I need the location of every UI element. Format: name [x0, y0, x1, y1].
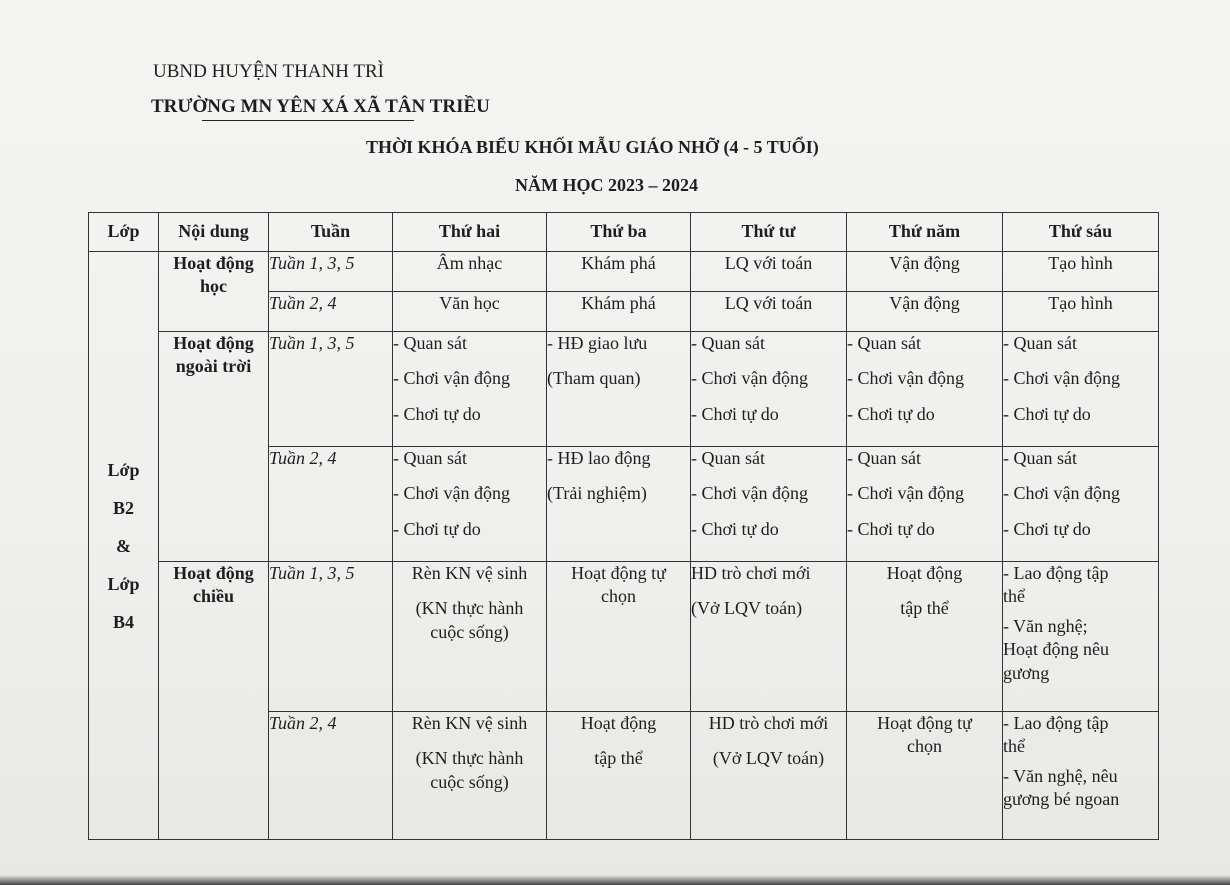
- col-thu-nam: Thứ năm: [847, 213, 1003, 252]
- hoc-thu-hai: Văn học: [393, 292, 547, 332]
- ngoai-thu-nam: - Quan sát - Chơi vận động - Chơi tự do: [847, 332, 1003, 447]
- tuan-label: Tuần 2, 4: [269, 712, 393, 840]
- school-name: TRƯỜNG MN YÊN XÁ XÃ TÂN TRIỀU: [151, 96, 490, 117]
- col-lop: Lớp: [89, 213, 159, 252]
- col-thu-sau: Thứ sáu: [1003, 213, 1159, 252]
- chieu-thu-tu: HD trò chơi mới (Vở LQV toán): [691, 712, 847, 840]
- hoc-thu-ba: Khám phá: [547, 292, 691, 332]
- noi-dung-ngoai-troi: Hoạt động ngoài trời: [159, 332, 269, 562]
- chieu-thu-nam: Hoạt động tự chọn: [847, 712, 1003, 840]
- ngoai-thu-hai: - Quan sát - Chơi vận động - Chơi tự do: [393, 332, 547, 447]
- tuan-label: Tuần 2, 4: [269, 292, 393, 332]
- hoc-thu-sau: Tạo hình: [1003, 292, 1159, 332]
- school-underline: [202, 120, 414, 121]
- ngoai-thu-sau: - Quan sát - Chơi vận động - Chơi tự do: [1003, 332, 1159, 447]
- chieu-thu-hai: Rèn KN vệ sinh (KN thực hành cuộc sống): [393, 712, 547, 840]
- timetable: [88, 212, 1159, 840]
- hoc-thu-tu: LQ với toán: [691, 252, 847, 292]
- tuan-label: Tuần 2, 4: [269, 447, 393, 562]
- noi-dung-hoc: Hoạt động học: [159, 252, 269, 332]
- ngoai-thu-nam: - Quan sát - Chơi vận động - Chơi tự do: [847, 447, 1003, 562]
- tuan-label: Tuần 1, 3, 5: [269, 332, 393, 447]
- col-thu-tu: Thứ tư: [691, 213, 847, 252]
- hoc-thu-tu: LQ với toán: [691, 292, 847, 332]
- noi-dung-chieu: Hoạt động chiều: [159, 562, 269, 840]
- col-noi-dung: Nội dung: [159, 213, 269, 252]
- hoc-thu-sau: Tạo hình: [1003, 252, 1159, 292]
- schedule-title: THỜI KHÓA BIỂU KHỐI MẪU GIÁO NHỠ (4 - 5 TUỔI): [366, 137, 819, 157]
- page-edge-shadow: [0, 875, 1230, 885]
- chieu-thu-nam: Hoạt động tập thể: [847, 562, 1003, 712]
- school-year: NĂM HỌC 2023 – 2024: [515, 175, 698, 195]
- chieu-thu-ba: Hoạt động tự chọn: [547, 562, 691, 712]
- tuan-label: Tuần 1, 3, 5: [269, 252, 393, 292]
- col-tuan: Tuần: [269, 213, 393, 252]
- table-row: [89, 332, 1159, 447]
- hoc-thu-hai: Âm nhạc: [393, 252, 547, 292]
- ngoai-thu-ba: - HĐ giao lưu (Tham quan): [547, 332, 691, 447]
- lop-cell: Lớp B2 & Lớp B4: [89, 252, 159, 840]
- ngoai-thu-ba: - HĐ lao động (Trải nghiệm): [547, 447, 691, 562]
- chieu-thu-ba: Hoạt động tập thể: [547, 712, 691, 840]
- ngoai-thu-tu: - Quan sát - Chơi vận động - Chơi tự do: [691, 332, 847, 447]
- chieu-thu-hai: Rèn KN vệ sinh (KN thực hành cuộc sống): [393, 562, 547, 712]
- org-name: UBND HUYỆN THANH TRÌ: [153, 61, 384, 82]
- ngoai-thu-sau: - Quan sát - Chơi vận động - Chơi tự do: [1003, 447, 1159, 562]
- ngoai-thu-tu: - Quan sát - Chơi vận động - Chơi tự do: [691, 447, 847, 562]
- ngoai-thu-hai: - Quan sát - Chơi vận động - Chơi tự do: [393, 447, 547, 562]
- table-row: [89, 562, 1159, 712]
- hoc-thu-ba: Khám phá: [547, 252, 691, 292]
- col-thu-ba: Thứ ba: [547, 213, 691, 252]
- hoc-thu-nam: Vận động: [847, 292, 1003, 332]
- col-thu-hai: Thứ hai: [393, 213, 547, 252]
- table-row: [89, 252, 1159, 292]
- hoc-thu-nam: Vận động: [847, 252, 1003, 292]
- chieu-thu-sau: - Lao động tập thể - Văn nghệ; Hoạt động nêu gương: [1003, 562, 1159, 712]
- chieu-thu-sau: - Lao động tập thể - Văn nghệ, nêu gương bé ngoan: [1003, 712, 1159, 840]
- chieu-thu-tu: HD trò chơi mới (Vở LQV toán): [691, 562, 847, 712]
- tuan-label: Tuần 1, 3, 5: [269, 562, 393, 712]
- header-row: [89, 213, 1159, 252]
